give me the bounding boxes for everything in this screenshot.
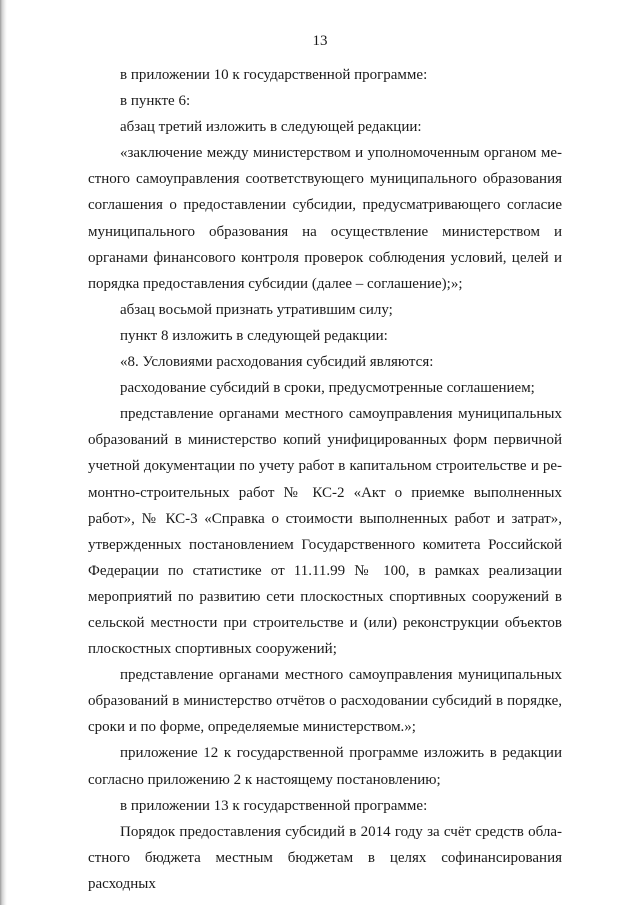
- paragraph: абзац восьмой признать утратившим силу;: [120, 301, 393, 318]
- paragraph: в приложении 13 к государственной программе:: [120, 797, 428, 814]
- paragraph: «8. Условиями расходования субсидий являются:: [120, 354, 434, 371]
- paragraph: Порядок предоставления субсидий в 2014 году за счёт средств областного бюджета местным бюджетам в целях софинансирования расходных: [88, 823, 562, 892]
- paragraph: в пункте 6:: [120, 93, 191, 110]
- paragraph: расходование субсидий в сроки, предусмотренные соглашением;: [120, 380, 535, 397]
- paragraph: пункт 8 изложить в следующей редакции:: [120, 327, 388, 344]
- paragraph: приложение 12 к государственной программе изложить в редакции согласно приложению 2 к настоящему постановлению;: [88, 745, 562, 788]
- paragraph: представление органами местного самоуправления муниципальных образований в министерство копий унифицированных форм первичной учетной документации по учету работ в капитальном строительстве и ремонтно-строительных работ № КС-2 «Акт о приемке выполненных работ», № КС-3 «Справка о стоимости выполненных работ и затрат», утвержденных постановлением Государственного комитета Российской Федерации по статистике от 11.11.99 № 100, в рамках реализации мероприятий по развитию сети плоскостных спортивных сооружений в сельской местности при строительстве и (или) реконструкции объектов плоскостных спортивных сооружений;: [88, 406, 562, 658]
- scan-edge: [0, 0, 7, 905]
- paragraph: в приложении 10 к государственной программе:: [120, 67, 428, 83]
- paragraph: представление органами местного самоуправления муниципальных образований в министерство отчётов о расходовании субсидий в порядке, сроки и по форме, определяемые министерством.»;: [88, 667, 562, 736]
- paragraph: абзац третий изложить в следующей редакции:: [120, 119, 422, 136]
- page-number: 13: [312, 33, 328, 49]
- paragraph: «заключение между министерством и уполномоченным органом местного самоуправления соответствующего муниципального образования соглашения о предоставлении субсидии, предусматривающего согласие муниципального образования на осуществление министерством и органами финансового контроля проверок соблюдения условий, целей и порядка предоставления субсидии (далее – соглашение);»;: [88, 145, 562, 292]
- document-body: [88, 62, 562, 897]
